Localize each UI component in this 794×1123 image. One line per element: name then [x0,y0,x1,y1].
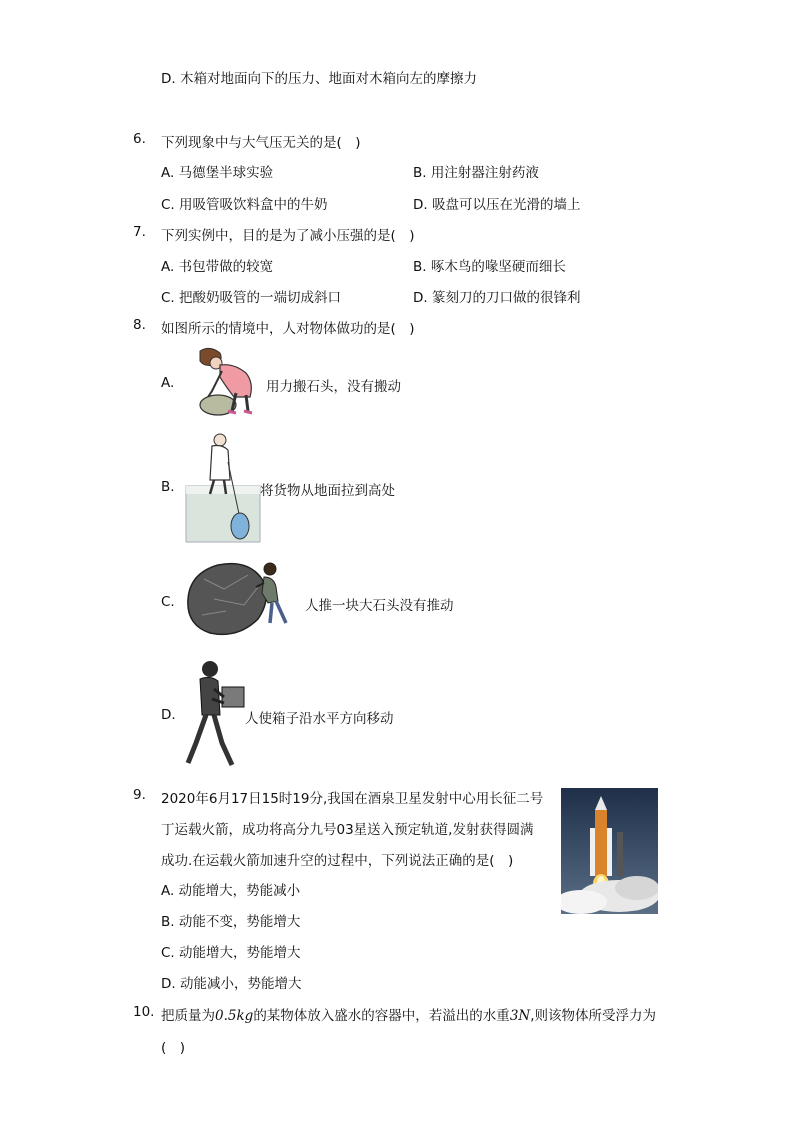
q10-weight-unit: N [518,1008,531,1024]
q9-option-b: B. 动能不变，势能增大 [161,914,301,930]
q7-option-b: B. 啄木鸟的喙坚硬而细长 [413,259,566,275]
q7-option-a: A. 书包带做的较宽 [161,259,274,275]
q9-stem-line1: 2020年6月17日15时19分,我国在酒泉卫星发射中心用长征二号 [161,791,544,807]
q8-option-c-caption: 人推一块大石头没有推动 [305,598,454,614]
q6-number: 6. [133,131,146,147]
woman-lifting-stone-illustration [186,345,266,420]
q10-stem-pre: 把质量为 [161,1008,215,1024]
person-pushing-boulder-illustration [184,559,306,641]
q8-option-b-caption: 将货物从地面拉到高处 [260,483,395,499]
q7-option-d: D. 篆刻刀的刀口做的很锋利 [413,290,581,306]
q8-stem: 如图所示的情境中，人对物体做功的是( ) [161,321,415,337]
q10-stem-line2: ( ) [161,1040,186,1056]
q9-option-a: A. 动能增大，势能减小 [161,883,301,899]
q10-mass-unit: kg [236,1008,254,1024]
q6-option-d: D. 吸盘可以压在光滑的墙上 [413,197,581,213]
q7-stem: 下列实例中，目的是为了减小压强的是( ) [161,228,415,244]
q8-option-b-letter: B. [161,479,175,495]
q9-stem-line2: 丁运载火箭，成功将高分九号03星送入预定轨道,发射获得圆满 [161,822,534,838]
q7-number: 7. [133,224,146,240]
q8-option-d-letter: D. [161,707,176,723]
q9-stem-line3: 成功.在运载火箭加速升空的过程中，下列说法正确的是( ) [161,853,514,869]
q8-option-d-caption: 人使箱子沿水平方向移动 [245,711,394,727]
q6-option-b: B. 用注射器注射药液 [413,165,539,181]
q5-option-d: D. 木箱对地面向下的压力、地面对木箱向左的摩擦力 [161,71,477,87]
q6-stem: 下列现象中与大气压无关的是( ) [161,135,361,151]
q6-option-a: A. 马德堡半球实验 [161,165,274,181]
q9-option-d: D. 动能减小，势能增大 [161,976,302,992]
q7-option-c: C. 把酸奶吸管的一端切成斜口 [161,290,342,306]
man-pulling-cargo-illustration [184,432,262,544]
q10-weight-value: 3 [509,1008,519,1024]
q8-number: 8. [133,317,146,333]
q9-number: 9. [133,787,146,803]
q10-stem-mid: 的某物体放入盛水的容器中，若溢出的水重 [253,1008,510,1024]
q6-option-c: C. 用吸管吸饮料盒中的牛奶 [161,197,328,213]
q8-option-a-caption: 用力搬石头，没有搬动 [266,379,401,395]
q10-stem-line1 [161,1004,656,1024]
q10-mass-value: 0.5 [215,1008,237,1024]
q8-option-c-letter: C. [161,594,175,610]
rocket-launch-photo [561,788,658,914]
q9-option-c: C. 动能增大，势能增大 [161,945,301,961]
q8-option-a-letter: A. [161,375,175,391]
q10-stem-post: ,则该物体所受浮力为 [530,1008,657,1024]
q10-number: 10. [133,1004,155,1020]
